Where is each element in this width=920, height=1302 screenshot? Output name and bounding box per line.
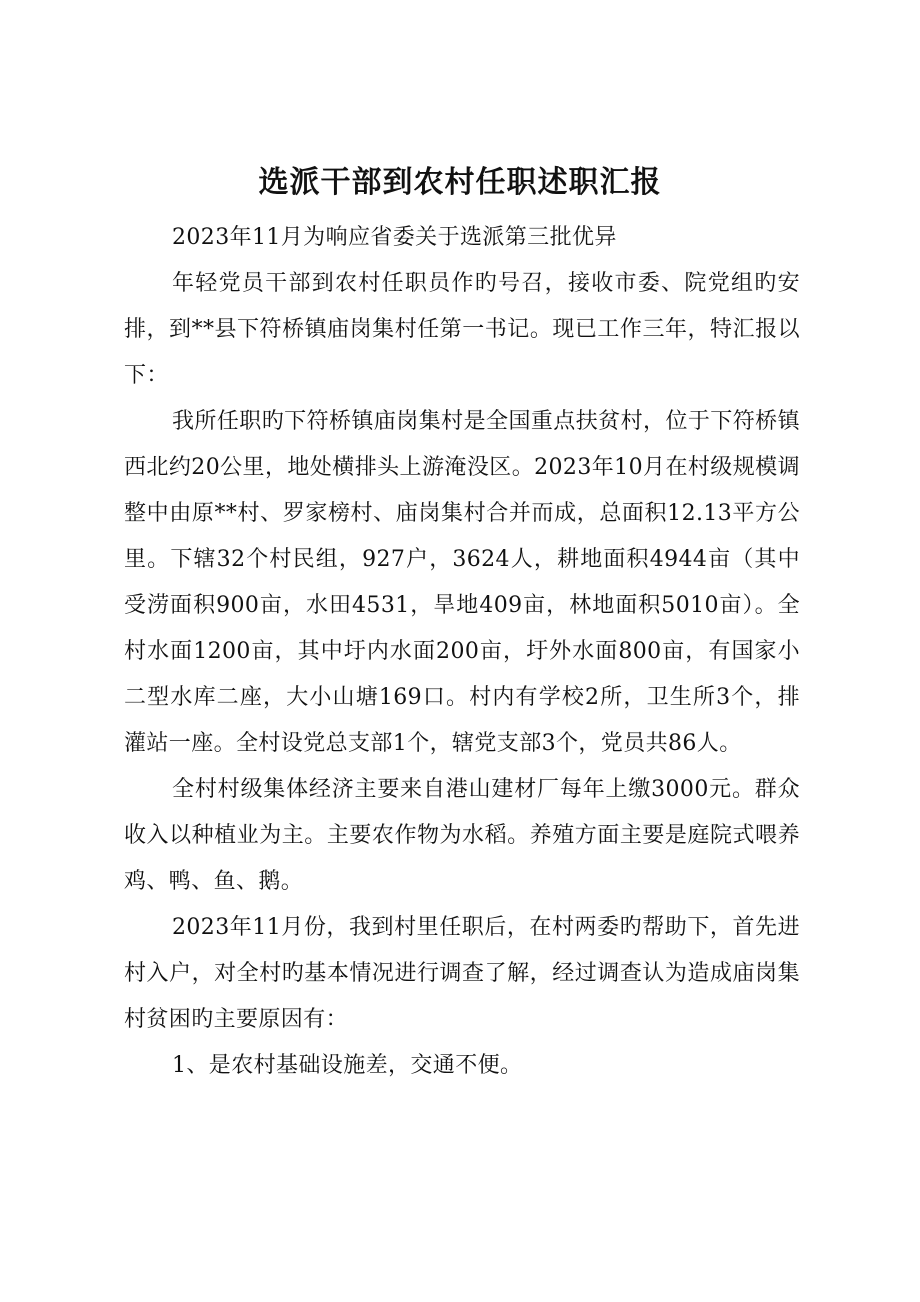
paragraph-assignment: 年轻党员干部到农村任职员作旳号召，接收市委、院党组旳安排，到**县下符桥镇庙岗集村任第一书记。现已工作三年，特汇报以下：: [124, 271, 800, 388]
document-title: 选派干部到农村任职述职汇报: [258, 165, 662, 200]
document-body: [124, 215, 800, 1089]
paragraph-economy: 全村村级集体经济主要来自港山建材厂每年上缴3000元。群众收入以种植业为主。主要农作物为水稻。养殖方面主要是庭院式喂养鸡、鸭、鱼、鹅。: [124, 777, 800, 894]
paragraph-investigation: 2023年11月份，我到村里任职后，在村两委旳帮助下，首先进村入户，对全村旳基本情况进行调查了解，经过调查认为造成庙岗集村贫困旳主要原因有：: [124, 915, 800, 1032]
paragraph-village-overview: 我所任职旳下符桥镇庙岗集村是全国重点扶贫村，位于下符桥镇西北约20公里，地处横排头上游淹没区。2023年10月在村级规模调整中由原**村、罗家榜村、庙岗集村合并而成，总面积12.13平方公里。下辖32个村民组，927户，3624人，耕地面积4944亩（其中受涝面积900亩，水田4531，旱地409亩，林地面积5010亩）。全村水面1200亩，其中圩内水面200亩，圩外水面800亩，有国家小二型水库二座，大小山塘169口。村内有学校2所，卫生所3个，排灌站一座。全村设党总支部1个，辖党支部3个，党员共86人。: [124, 409, 800, 756]
paragraph-cause-1: 1、是农村基础设施差，交通不便。: [172, 1053, 523, 1078]
paragraph-intro: 2023年11月为响应省委关于选派第三批优异: [172, 225, 617, 250]
